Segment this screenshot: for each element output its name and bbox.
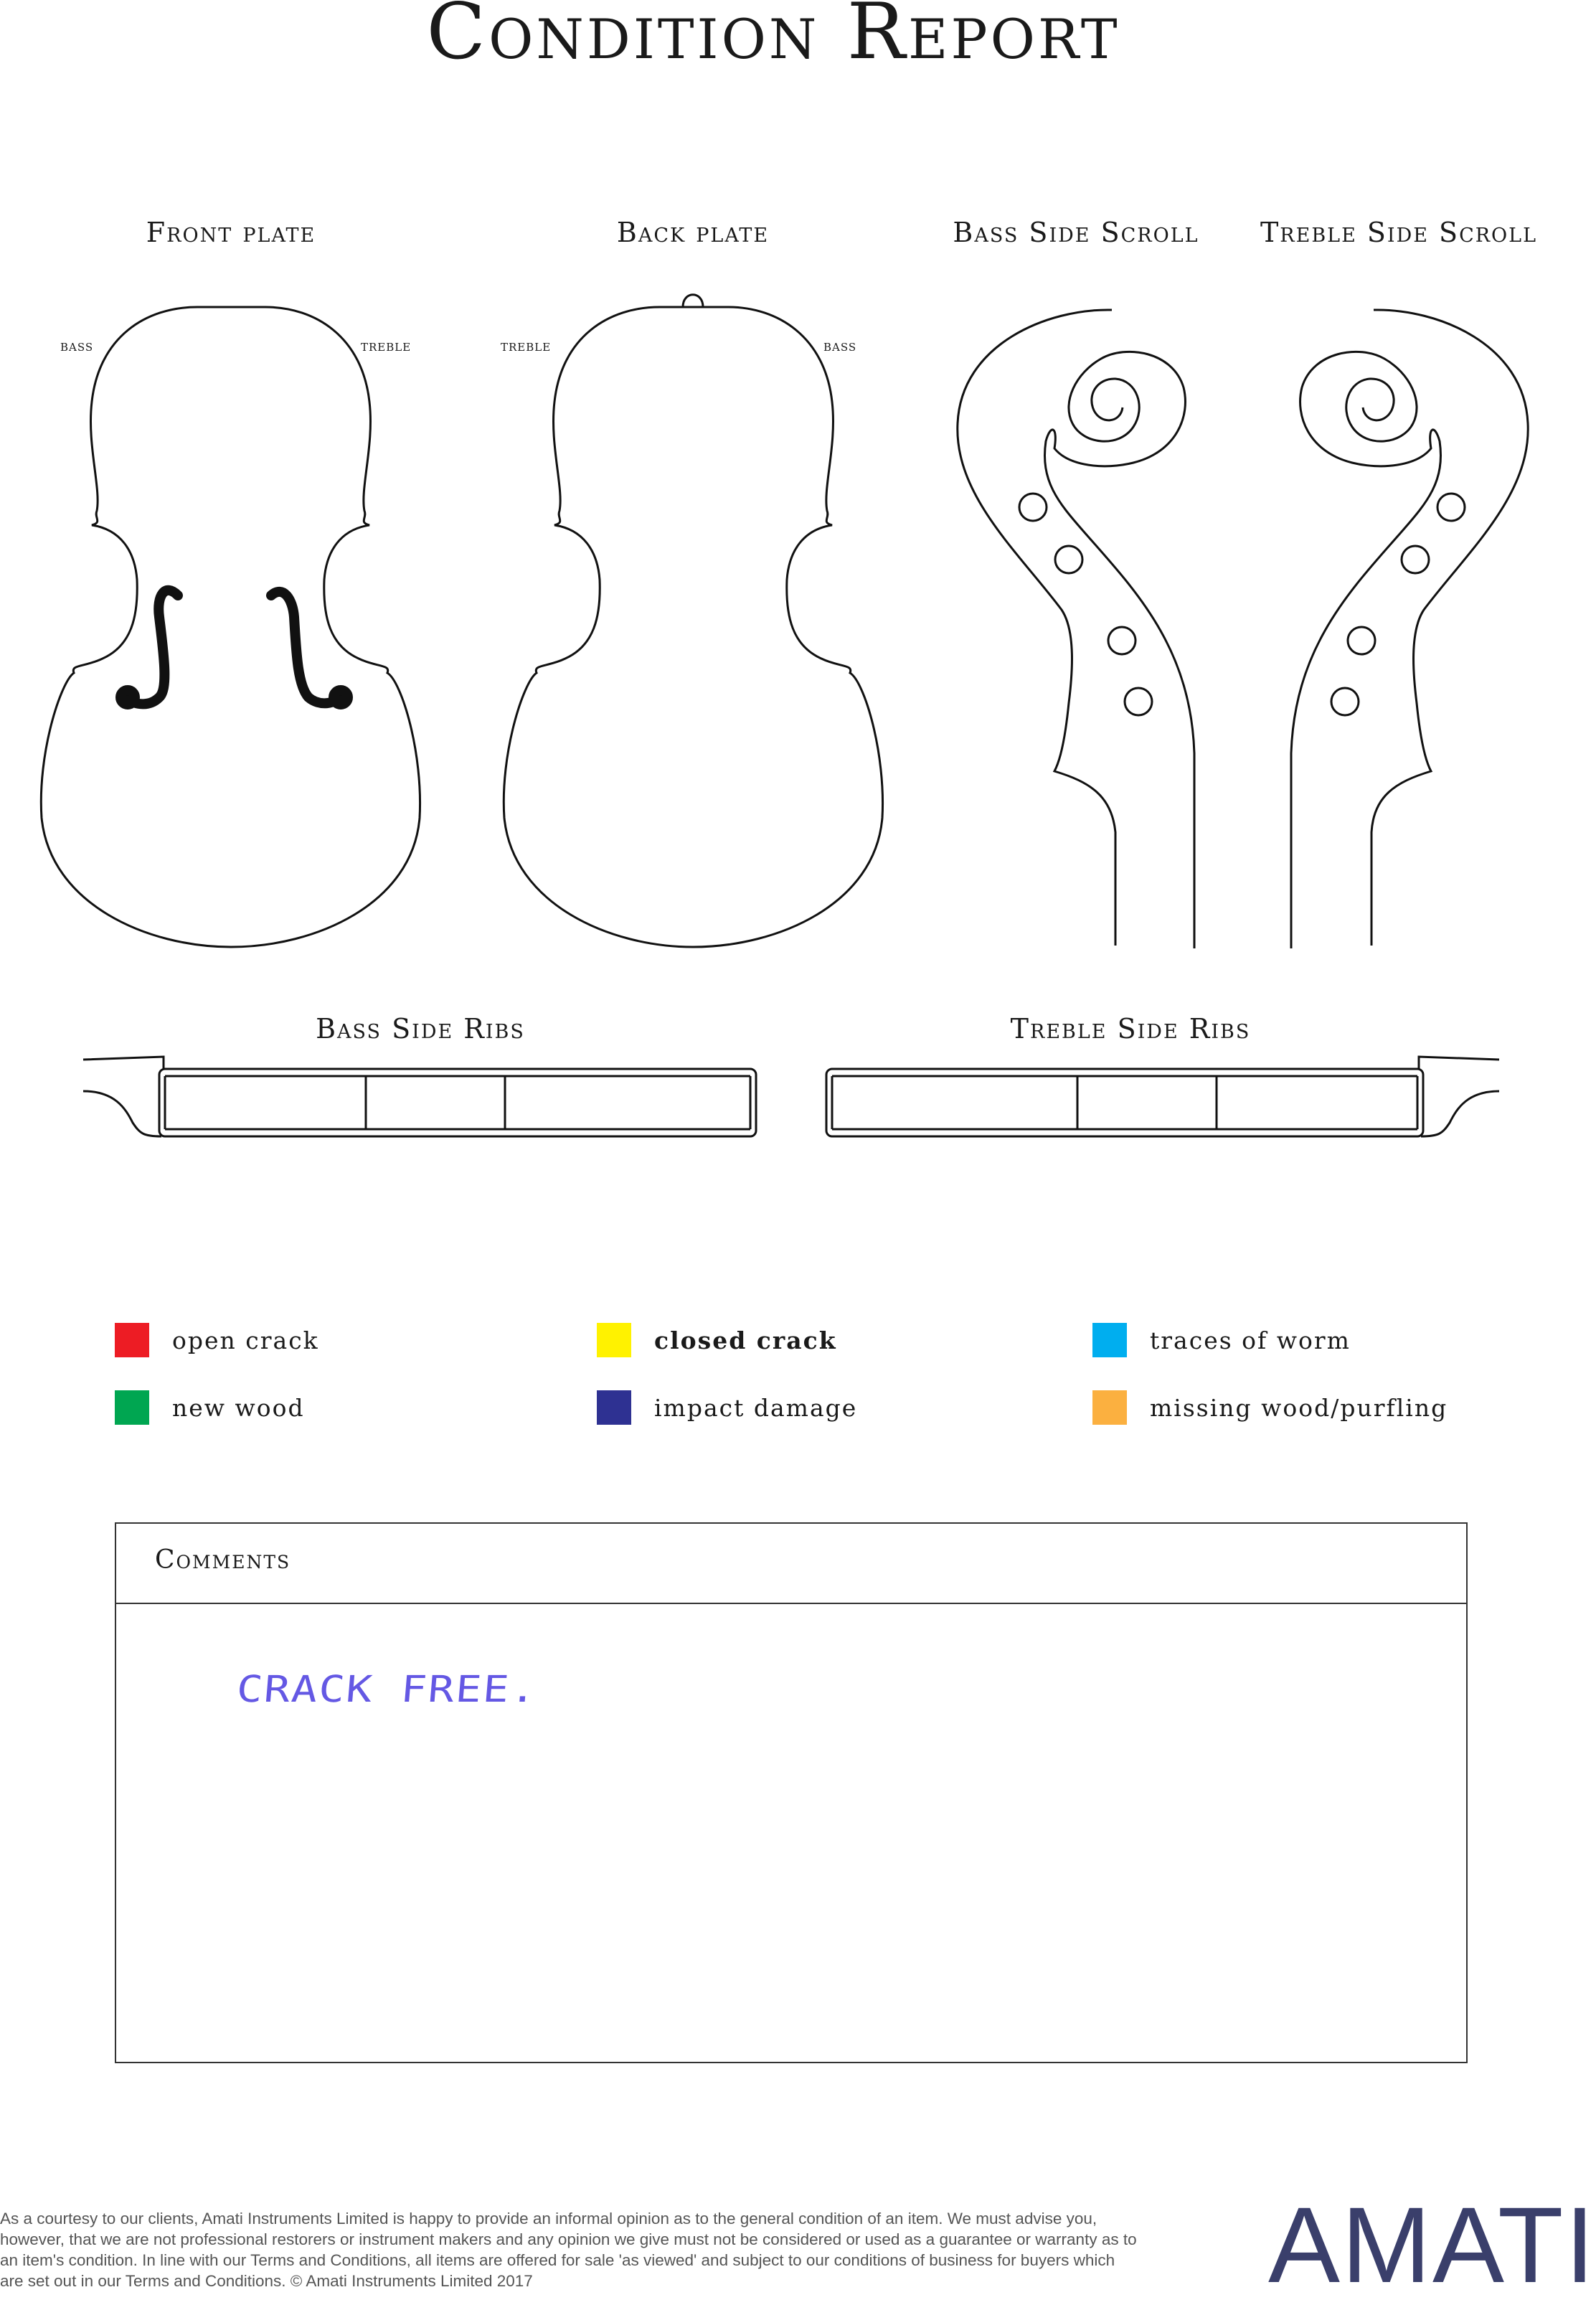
amati-logo: AMATI: [1268, 2184, 1596, 2305]
treble-side-ribs-drawing: [826, 1057, 1499, 1136]
legend-label: missing wood/purfling: [1150, 1393, 1448, 1422]
legend-traces-of-worm: [1092, 1323, 1351, 1357]
bass-scroll-drawing: [958, 310, 1194, 948]
closed-crack-swatch: [597, 1323, 631, 1357]
disclaimer-text: As a courtesy to our clients, Amati Instruments Limited is happy to provide an informal opinion as to the general condition of an item. We must advise you, however, that we are not professional restorers or instrument makers and any opinion we give must not be considered or used as a guarantee or warranty as to an item's condition. In line with our Terms and Conditions, all items are offered for sale 'as viewed' and subject to our conditions of business for buyers which are set out in our Terms and Conditions. © Amati Instruments Limited 2017: [0, 2210, 1137, 2290]
treble-scroll-drawing: [1291, 310, 1528, 948]
legend-label: new wood: [172, 1393, 305, 1422]
front-treble-label: treble: [361, 337, 412, 355]
legend-impact-damage: [597, 1390, 857, 1425]
missing-wood-swatch: [1092, 1390, 1127, 1425]
front-bass-label: bass: [60, 337, 94, 355]
back-plate-outline: [504, 307, 882, 947]
legend-new-wood: [115, 1390, 305, 1425]
comments-text[interactable]: CRACK FREE.: [235, 1668, 539, 1711]
legend-label: closed crack: [654, 1326, 837, 1354]
legend-missing-wood: [1092, 1390, 1448, 1425]
back-treble-label: treble: [501, 337, 552, 355]
traces-of-worm-swatch: [1092, 1323, 1127, 1357]
new-wood-swatch: [115, 1390, 149, 1425]
legend-open-crack: [115, 1323, 319, 1357]
comments-header: [116, 1524, 1466, 1604]
f-hole-right: [271, 592, 348, 704]
bass-scroll-label: Bass Side Scroll: [953, 217, 1199, 248]
back-bass-label: bass: [823, 337, 857, 355]
open-crack-swatch: [115, 1323, 149, 1357]
treble-scroll-label: Treble Side Scroll: [1260, 217, 1538, 248]
front-plate-label: Front plate: [146, 217, 316, 248]
back-plate-label: Back plate: [616, 217, 770, 248]
front-plate-outline: [41, 307, 420, 947]
legend-label: impact damage: [654, 1393, 858, 1422]
bass-side-ribs-drawing: [83, 1057, 756, 1136]
page-title: Condition Report: [426, 0, 1120, 77]
f-hole-left: [121, 590, 178, 704]
back-button: [683, 295, 703, 307]
legend-label: traces of worm: [1150, 1326, 1351, 1354]
comments-label: Comments: [155, 1545, 291, 1575]
bass-ribs-label: Bass Side Ribs: [316, 1013, 525, 1045]
comments-box: [115, 1522, 1468, 2063]
legend-closed-crack: [597, 1323, 837, 1357]
impact-damage-swatch: [597, 1390, 631, 1425]
legend-label: open crack: [172, 1326, 319, 1354]
treble-ribs-label: Treble Side Ribs: [1010, 1013, 1251, 1045]
